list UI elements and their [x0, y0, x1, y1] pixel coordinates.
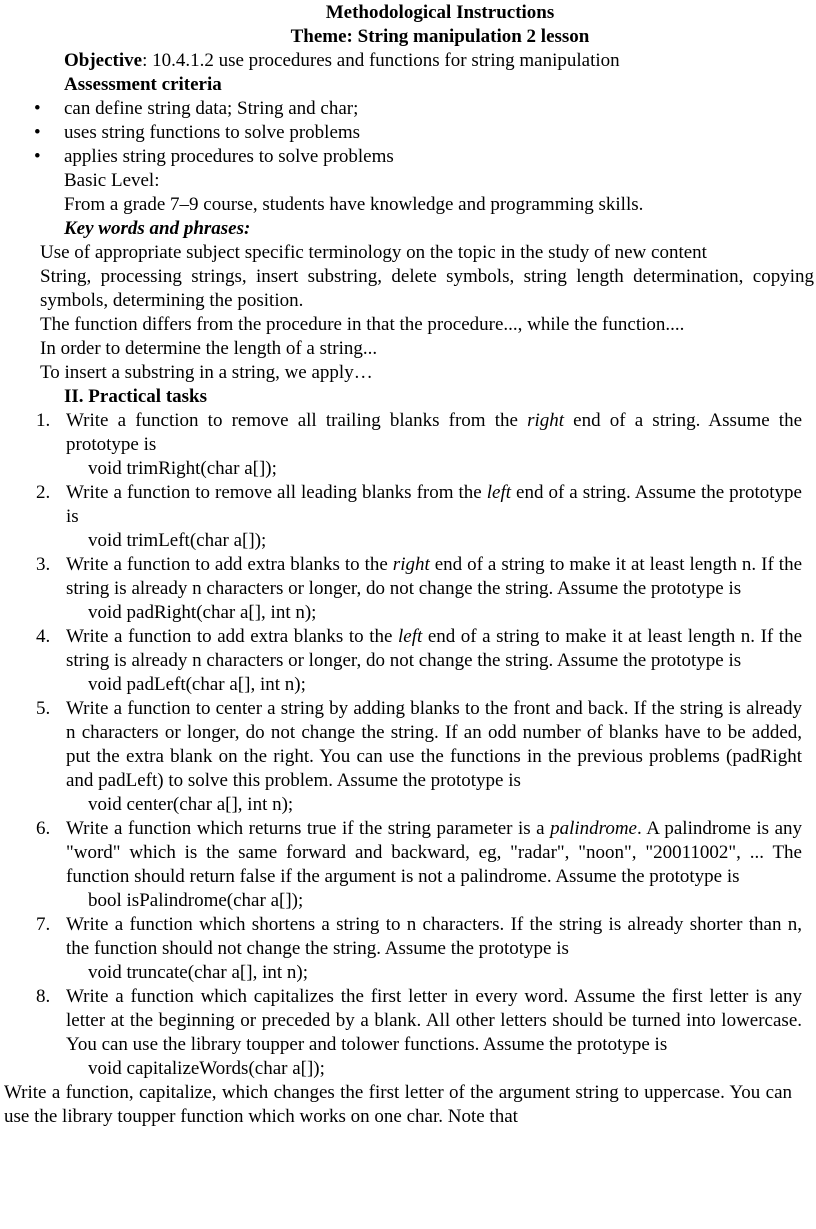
keywords-heading: Key words and phrases: — [64, 218, 251, 239]
task-text: Write a function which shortens a string to n characters. If the string is already shorter than n, the function should not change the string. Assume the prototype is — [66, 914, 802, 959]
task-emphasis: right — [392, 554, 430, 575]
task-prototype: bool isPalindrome(char a[]); — [88, 890, 304, 911]
task-list — [0, 409, 816, 1081]
task-number: 3. — [36, 554, 51, 575]
task-prototype: void trimRight(char a[]); — [88, 458, 277, 479]
objective-text: : 10.4.1.2 use procedures and functions for string manipulation — [142, 50, 620, 71]
task-prototype: void padRight(char a[], int n); — [88, 602, 317, 623]
assessment-item: • applies string procedures to solve problems — [0, 145, 816, 169]
assessment-item: • uses string functions to solve problems — [0, 121, 816, 145]
task-emphasis: right — [527, 410, 565, 431]
task-emphasis: left — [397, 626, 423, 647]
task-prototype: void truncate(char a[], int n); — [88, 962, 308, 983]
task-text: Write a function to add extra blanks to the right end of a string to make it at least length n. If the string is already n characters or longer, do not change the string. Assume the prototype is — [66, 554, 802, 599]
task-item — [0, 913, 816, 985]
keywords-line: String, processing strings, insert substring, delete symbols, string length determination, copying symbols, determining the position. — [40, 266, 814, 311]
task-number: 2. — [36, 482, 51, 503]
task-text: Write a function to add extra blanks to the left end of a string to make it at least length n. If the string is already n characters or longer, do not change the string. Assume the prototype is — [66, 626, 803, 671]
document-title: Methodological Instructions — [325, 2, 555, 23]
task-text: Write a function to remove all trailing blanks from the right end of a string. Assume the prototype is — [66, 410, 803, 455]
task-prototype: void center(char a[], int n); — [88, 794, 294, 815]
task-item — [0, 697, 816, 817]
task-prototype: void trimLeft(char a[]); — [88, 530, 267, 551]
keywords-line: Use of appropriate subject specific terminology on the topic in the study of new content — [40, 242, 707, 263]
keywords-line: The function differs from the procedure in that the procedure..., while the function.... — [40, 314, 685, 335]
keywords-line: In order to determine the length of a string... — [40, 338, 378, 359]
task-text: Write a function to remove all leading blanks from the left end of a string. Assume the prototype is — [66, 482, 802, 527]
objective-label: Objective — [64, 50, 143, 71]
basic-level-heading: Basic Level: — [64, 170, 160, 191]
assessment-heading: Assessment criteria — [64, 74, 222, 95]
task-number: 6. — [36, 818, 51, 839]
task-prototype: void padLeft(char a[], int n); — [88, 674, 306, 695]
task-number: 4. — [36, 626, 51, 647]
task-item — [0, 625, 816, 697]
outro-paragraph: Write a function, capitalize, which changes the first letter of the argument string to uppercase. You can use the library toupper function which works on one char. Note that — [4, 1082, 792, 1127]
task-prototype: void capitalizeWords(char a[]); — [88, 1058, 325, 1079]
task-text: Write a function to center a string by adding blanks to the front and back. If the string is already n characters or longer, do not change the string. If an odd number of blanks have to be added, put the extra blank on the right. You can use the functions in the previous problems (padRight and padLeft) to solve this problem. Assume the prototype is — [66, 698, 802, 791]
task-emphasis: palindrome — [550, 818, 637, 839]
task-text: Write a function which returns true if the string parameter is a palindrome. A palindrome is any "word" which is the same forward and backward, eg, "radar", "noon", "20011002", ... The function should return false if the argument is not a palindrome. Assume the prototype is — [66, 818, 802, 887]
assessment-list — [0, 97, 816, 169]
task-item — [0, 553, 816, 625]
practical-heading: II. Practical tasks — [64, 386, 208, 407]
theme-text: : String manipulation 2 lesson — [346, 26, 590, 47]
objective-line — [0, 49, 816, 73]
task-text: Write a function which capitalizes the first letter in every word. Assume the first letter is any letter at the beginning or preceded by a blank. All other letters should be turned into lowercase. You can use the library toupper and tolower functions. Assume the prototype is — [66, 986, 802, 1055]
task-emphasis: left — [486, 482, 512, 503]
theme-line — [64, 25, 816, 49]
basic-level-text: From a grade 7–9 course, students have knowledge and programming skills. — [64, 194, 644, 215]
task-number: 1. — [36, 410, 51, 431]
task-number: 8. — [36, 986, 51, 1007]
task-item — [0, 817, 816, 913]
assessment-item: • can define string data; String and char; — [0, 97, 816, 121]
theme-label: Theme — [290, 26, 347, 47]
task-item — [0, 481, 816, 553]
task-item — [0, 985, 816, 1081]
task-number: 7. — [36, 914, 51, 935]
task-number: 5. — [36, 698, 51, 719]
task-item — [0, 409, 816, 481]
keywords-line: To insert a substring in a string, we apply… — [40, 362, 373, 383]
